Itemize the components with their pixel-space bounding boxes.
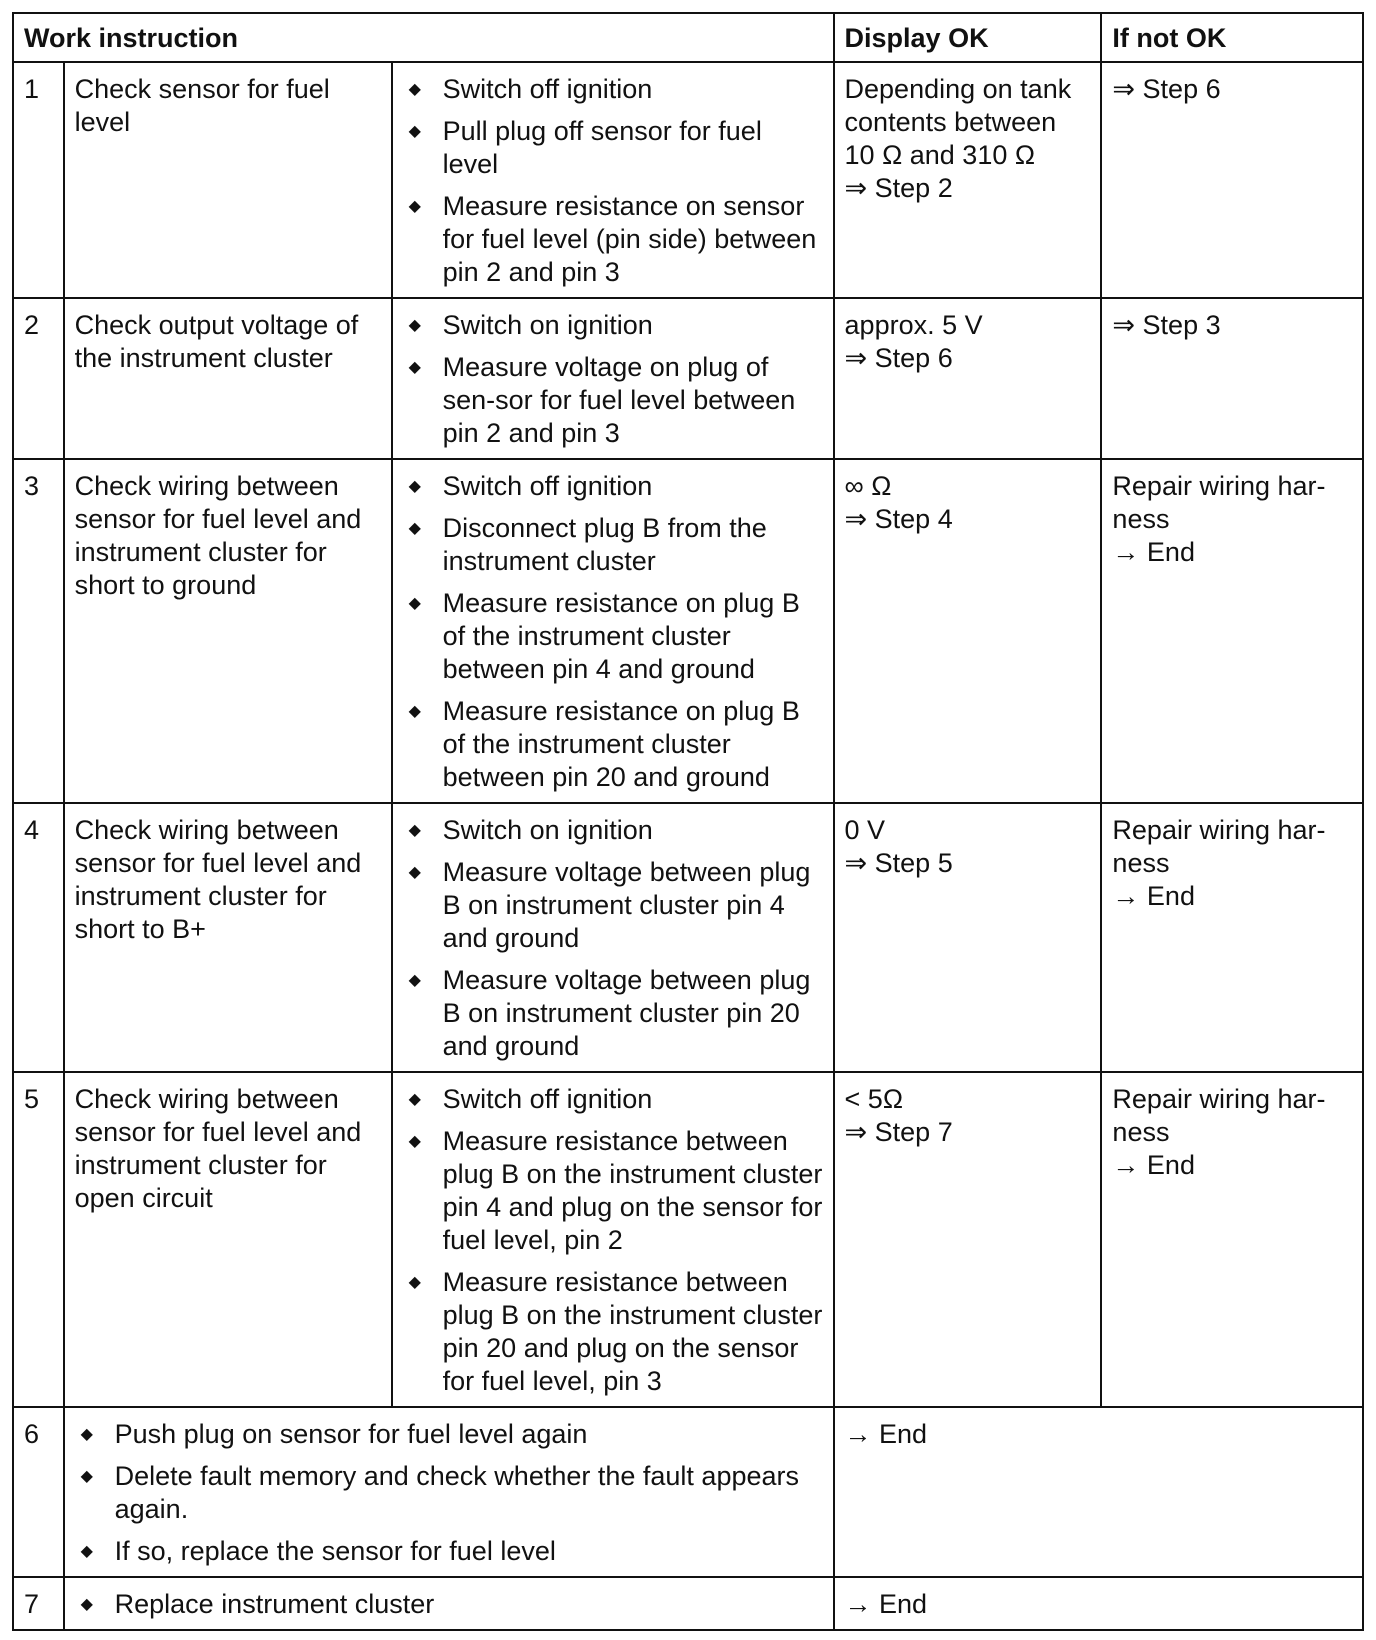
step-task: Check wiring between sensor for fuel level and instrument cluster for open circuit	[64, 1072, 392, 1407]
step-number: 6	[13, 1407, 64, 1577]
action-item: ◆ Switch off ignition	[403, 1083, 823, 1116]
table-row	[13, 1072, 1363, 1407]
action-item: ◆ Measure voltage between plug B on instrument cluster pin 20 and ground	[403, 964, 823, 1063]
step-actions	[392, 459, 834, 803]
result-cell: → End	[834, 1577, 1363, 1630]
step-actions	[64, 1407, 834, 1577]
step-number: 3	[13, 459, 64, 803]
display-ok-next: ⇒ Step 2	[844, 173, 953, 203]
if-not-ok-next: → End	[1112, 881, 1195, 911]
step-task: Check sensor for fuel level	[64, 62, 392, 298]
step-actions	[392, 803, 834, 1072]
step-actions	[392, 1072, 834, 1407]
table-row	[13, 62, 1363, 298]
display-ok-text: Depending on tank contents between 10 Ω and 310 Ω	[844, 74, 1072, 170]
table-row	[13, 459, 1363, 803]
display-ok-text: approx. 5 V	[844, 310, 983, 340]
if-not-ok-cell	[1101, 803, 1363, 1072]
if-not-ok-next: ⇒ Step 6	[1112, 74, 1221, 104]
action-item: ◆ Delete fault memory and check whether the fault appears again.	[75, 1460, 823, 1526]
step-number: 1	[13, 62, 64, 298]
action-item: ◆ Pull plug off sensor for fuel level	[403, 115, 823, 181]
if-not-ok-text: Repair wiring har-ness	[1112, 471, 1326, 534]
step-number: 4	[13, 803, 64, 1072]
action-item: ◆ Disconnect plug B from the instrument cluster	[403, 512, 823, 578]
action-item: ◆ If so, replace the sensor for fuel level	[75, 1535, 823, 1568]
action-item: ◆ Switch on ignition	[403, 814, 823, 847]
step-number: 7	[13, 1577, 64, 1630]
step-task: Check output voltage of the instrument cluster	[64, 298, 392, 459]
work-instruction-table	[12, 12, 1364, 1631]
header-work-instruction: Work instruction	[13, 13, 834, 62]
step-actions	[392, 62, 834, 298]
if-not-ok-cell	[1101, 298, 1363, 459]
action-item: ◆ Replace instrument cluster	[75, 1588, 823, 1621]
action-item: ◆ Measure voltage between plug B on instrument cluster pin 4 and ground	[403, 856, 823, 955]
if-not-ok-cell	[1101, 1072, 1363, 1407]
table-row	[13, 1407, 1363, 1577]
header-row	[13, 13, 1363, 62]
display-ok-text: 0 V	[844, 815, 886, 845]
if-not-ok-cell	[1101, 62, 1363, 298]
action-item: ◆ Switch off ignition	[403, 73, 823, 106]
display-ok-cell	[834, 62, 1102, 298]
display-ok-cell	[834, 298, 1102, 459]
table-row	[13, 1577, 1363, 1630]
action-item: ◆ Measure resistance between plug B on the instrument cluster pin 4 and plug on the sensor for fuel level, pin 2	[403, 1125, 823, 1257]
action-item: ◆ Switch on ignition	[403, 309, 823, 342]
table-row	[13, 803, 1363, 1072]
action-item: ◆ Switch off ignition	[403, 470, 823, 503]
step-actions	[64, 1577, 834, 1630]
action-item: ◆ Push plug on sensor for fuel level again	[75, 1418, 823, 1451]
display-ok-text: ∞ Ω	[844, 471, 892, 501]
display-ok-next: ⇒ Step 4	[844, 504, 953, 534]
display-ok-next: ⇒ Step 6	[844, 343, 953, 373]
step-task: Check wiring between sensor for fuel level and instrument cluster for short to B+	[64, 803, 392, 1072]
display-ok-next: ⇒ Step 5	[844, 848, 953, 878]
step-number: 2	[13, 298, 64, 459]
if-not-ok-next: → End	[1112, 1150, 1195, 1180]
display-ok-cell	[834, 1072, 1102, 1407]
display-ok-text: < 5Ω	[844, 1084, 904, 1114]
display-ok-next: ⇒ Step 7	[844, 1117, 953, 1147]
action-item: ◆ Measure voltage on plug of sen-sor for fuel level between pin 2 and pin 3	[403, 351, 823, 450]
action-item: ◆ Measure resistance on sensor for fuel level (pin side) between pin 2 and pin 3	[403, 190, 823, 289]
action-item: ◆ Measure resistance on plug B of the instrument cluster between pin 4 and ground	[403, 587, 823, 686]
action-item: ◆ Measure resistance on plug B of the instrument cluster between pin 20 and ground	[403, 695, 823, 794]
if-not-ok-text: Repair wiring har-ness	[1112, 1084, 1326, 1147]
if-not-ok-next: → End	[1112, 537, 1195, 567]
step-actions	[392, 298, 834, 459]
step-number: 5	[13, 1072, 64, 1407]
if-not-ok-next: ⇒ Step 3	[1112, 310, 1221, 340]
display-ok-cell	[834, 459, 1102, 803]
action-item: ◆ Measure resistance between plug B on the instrument cluster pin 20 and plug on the sensor for fuel level, pin 3	[403, 1266, 823, 1398]
header-if-not-ok: If not OK	[1101, 13, 1363, 62]
result-cell: → End	[834, 1407, 1363, 1577]
display-ok-cell	[834, 803, 1102, 1072]
step-task: Check wiring between sensor for fuel level and instrument cluster for short to ground	[64, 459, 392, 803]
if-not-ok-cell	[1101, 459, 1363, 803]
table-row	[13, 298, 1363, 459]
header-display-ok: Display OK	[834, 13, 1102, 62]
if-not-ok-text: Repair wiring har-ness	[1112, 815, 1326, 878]
